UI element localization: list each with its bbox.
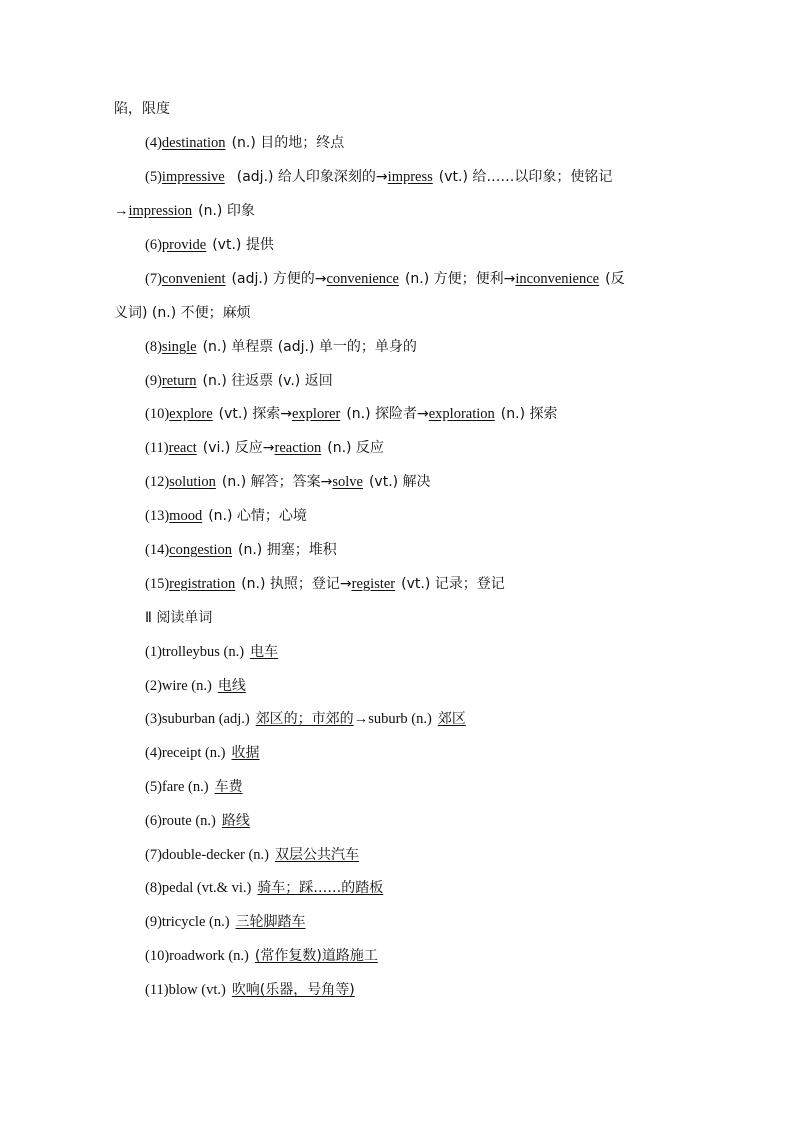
line-text: 义词) (n.) 不便；麻烦 [114,305,251,321]
answer-word: convenient [161,271,226,287]
section-heading [145,608,690,628]
vocab-line [145,133,690,153]
term: (11)blow (vt.) [145,982,226,998]
vocab-line [145,878,690,898]
item-number: (15) [145,576,170,592]
definition: (n.) 心情；心境 [208,508,307,524]
definition: (n.) 解答；答案→ [221,474,333,490]
item-number: (11) [145,440,169,456]
answer-word: registration [169,576,236,592]
answer-word: register [351,576,396,592]
item-number: (4) [145,135,162,151]
answer-meaning: 车费 [214,779,243,795]
vocab-line [145,912,690,932]
definition: (n.) 探索 [500,406,558,422]
vocab-line [145,777,690,797]
item-number: (14) [145,542,170,558]
vocab-line [145,574,690,594]
definition: (n.) 反应 [327,440,384,456]
related-term: →suburb (n.) [353,711,432,727]
definition: (n.) 执照；登记→ [241,576,352,592]
item-number: (9) [145,373,162,389]
vocab-line [145,371,690,391]
vocab-line [145,980,690,1000]
answer-word: explorer [292,406,341,422]
answer-word: exploration [428,406,495,422]
answer-word: react [168,440,197,456]
item-number: (8) [145,339,162,355]
answer-word: provide [161,237,207,253]
answer-word: explore [169,406,213,422]
answer-meaning: 路线 [221,813,250,829]
answer-word: solution [169,474,216,490]
answer-word: impressive [161,169,225,185]
term: (3)suburban (adj.) [145,711,250,727]
definition: (n.) 单程票 (adj.) 单一的；单身的 [202,339,417,355]
vocab-line [145,540,690,560]
answer-meaning: 双层公共汽车 [275,847,359,863]
vocab-line [114,201,659,221]
vocab-line [145,946,690,966]
answer-meaning: 郊区的；市郊的 [255,711,354,727]
vocab-line [145,845,690,865]
answer-meaning: 三轮脚踏车 [235,914,306,930]
definition: (vt.) 提供 [212,237,274,253]
vocab-line [145,709,690,729]
vocab-line [145,676,690,696]
answer-word: mood [169,508,203,524]
term: (2)wire (n.) [145,678,212,694]
definition: (n.) 拥塞；堆积 [238,542,337,558]
definition: (n.) 印象 [198,203,255,219]
answer-word: congestion [169,542,232,558]
item-number: (13) [145,508,170,524]
vocab-line [145,811,690,831]
term: (9)tricycle (n.) [145,914,230,930]
vocab-line [145,235,690,255]
answer-word: impression [128,203,193,219]
text-line [114,303,659,323]
vocab-line [145,337,690,357]
vocab-line [145,472,690,492]
section-title: Ⅱ 阅读单词 [145,610,213,626]
answer-word: solve [332,474,363,490]
answer-word: reaction [274,440,322,456]
term: (5)fare (n.) [145,779,209,795]
term: (8)pedal (vt.& vi.) [145,880,252,896]
answer-word: inconvenience [515,271,600,287]
term: (4)receipt (n.) [145,745,226,761]
text-line [114,99,659,119]
answer-word: single [161,339,197,355]
vocab-line [145,642,690,662]
vocab-line [145,404,690,424]
answer-word: return [161,373,197,389]
answer-meaning: 电线 [217,678,246,694]
term: (6)route (n.) [145,813,216,829]
vocab-line [145,438,690,458]
answer-meaning: 电车 [250,644,279,660]
item-number: (7) [145,271,162,287]
answer-meaning: 骑车；踩……的踏板 [257,880,384,896]
definition: (adj.) 方便的→ [231,271,327,287]
answer-meaning: 吹响(乐器，号角等) [231,982,355,998]
answer-word: impress [387,169,433,185]
definition: (vt.) 记录；登记 [401,576,505,592]
definition: (vt.) 给……以印象；使铭记 [438,169,613,185]
vocab-line [145,269,690,289]
item-number: (6) [145,237,162,253]
answer-meaning: 收据 [231,745,260,761]
definition: (vt.) 探索→ [218,406,292,422]
definition: (n.) 目的地；终点 [231,135,345,151]
definition: (n.) 往返票 (v.) 返回 [202,373,333,389]
answer-meaning: 郊区 [437,711,466,727]
item-number: (5) [145,169,162,185]
term: (10)roadwork (n.) [145,948,249,964]
vocab-line [145,743,690,763]
definition: (n.) 方便；便利→ [404,271,516,287]
answer-meaning: (常作复数)道路施工 [254,948,378,964]
line-text: 陷，限度 [114,101,170,117]
definition: (adj.) 给人印象深刻的→ [236,169,388,185]
arrow: → [114,203,129,219]
definition: (vi.) 反应→ [202,440,275,456]
definition: (vt.) 解决 [368,474,431,490]
answer-word: destination [161,135,226,151]
item-number: (12) [145,474,170,490]
definition: (n.) 探险者→ [346,406,429,422]
term: (1)trolleybus (n.) [145,644,245,660]
vocab-line [145,167,690,187]
item-number: (10) [145,406,170,422]
definition: (反 [605,271,625,287]
vocab-line [145,506,690,526]
term: (7)double-decker (n.) [145,847,269,863]
answer-word: convenience [326,271,399,287]
